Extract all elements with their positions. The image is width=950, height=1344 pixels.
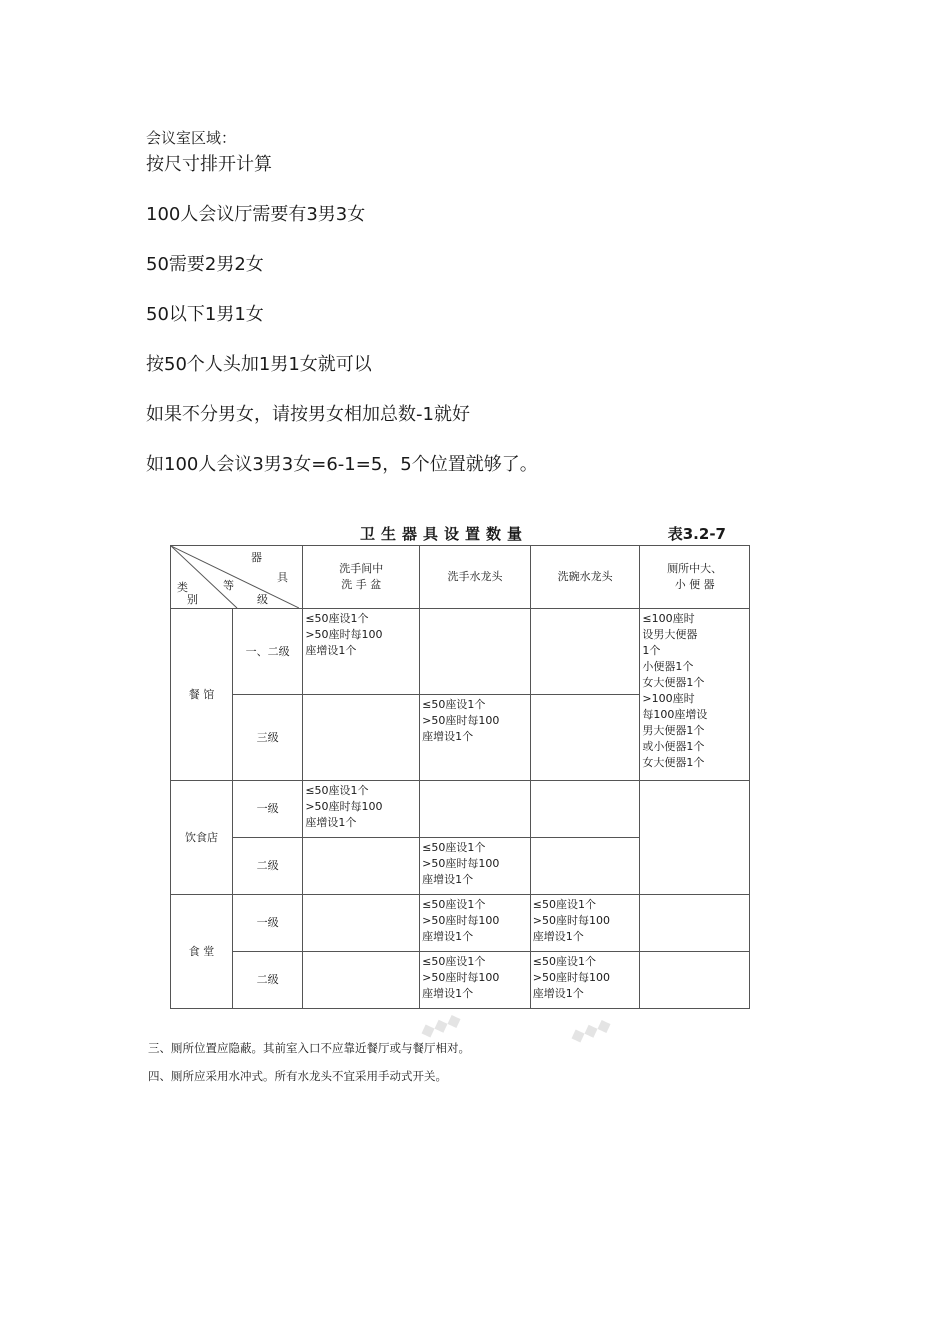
rule-cell: ≤50座设1个 >50座时每100 座增设1个 xyxy=(420,695,531,781)
rule-cell: ≤50座设1个 >50座时每100 座增设1个 xyxy=(303,609,420,695)
corner-header-cell xyxy=(171,546,303,609)
toilet-rule-cell: ≤100座时 设男大便器 1个 小便器1个 女大便器1个 >100座时 每100座增设 男大便器1个 或小便器1个 女大便器1个 xyxy=(640,609,750,781)
col-header-hand-faucet: 洗手水龙头 xyxy=(420,546,531,609)
category-canguan: 餐 馆 xyxy=(171,609,233,781)
corner-label-ju: 具 xyxy=(277,571,288,584)
rule-cell: ≤50座设1个 >50座时每100 座增设1个 xyxy=(530,895,640,952)
text-line-4: 50需要2男2女 xyxy=(146,254,264,275)
grade-canguan-12: 一、二级 xyxy=(233,609,303,695)
text-line-2: 按尺寸排开计算 xyxy=(146,154,272,175)
rule-cell: ≤50座设1个 >50座时每100 座增设1个 xyxy=(303,781,420,838)
text-line-3: 100人会议厅需要有3男3女 xyxy=(146,204,366,225)
rule-cell: ≤50座设1个 >50座时每100 座增设1个 xyxy=(420,952,531,1009)
category-shitang: 食 堂 xyxy=(171,895,233,1009)
rule-cell: ≤50座设1个 >50座时每100 座增设1个 xyxy=(420,838,531,895)
empty-cell xyxy=(303,952,420,1009)
text-line-7: 如果不分男女，请按男女相加总数-1就好 xyxy=(146,404,470,425)
empty-cell xyxy=(303,838,420,895)
sanitary-fixtures-table xyxy=(170,545,750,1009)
text-line-1: 会议室区域： xyxy=(146,129,237,147)
grade-2: 二级 xyxy=(233,952,303,1009)
corner-label-lei: 类 xyxy=(177,581,188,594)
empty-cell xyxy=(640,895,750,952)
empty-cell xyxy=(530,609,640,695)
grade-2: 二级 xyxy=(233,838,303,895)
col-header-toilet: 厕所中大、 小 便 器 xyxy=(640,546,750,609)
text-line-8: 如100人会议3男3女=6-1=5，5个位置就够了。 xyxy=(146,454,538,475)
rule-cell: ≤50座设1个 >50座时每100 座增设1个 xyxy=(420,895,531,952)
text-line-5: 50以下1男1女 xyxy=(146,304,264,325)
grade-1: 一级 xyxy=(233,895,303,952)
corner-label-ji: 级 xyxy=(257,593,268,606)
figure-note-4: 四、厕所应采用水冲式。所有水龙头不宜采用手动式开关。 xyxy=(148,1069,447,1083)
empty-cell xyxy=(640,781,750,895)
empty-cell xyxy=(303,695,420,781)
text-line-6: 按50个人头加1男1女就可以 xyxy=(146,354,372,375)
corner-label-deng: 等 xyxy=(223,579,234,592)
category-yinshidian: 饮食店 xyxy=(171,781,233,895)
col-header-dish-faucet: 洗碗水龙头 xyxy=(530,546,640,609)
sanitary-fixtures-figure xyxy=(140,515,752,1090)
empty-cell xyxy=(530,781,640,838)
grade-canguan-3: 三级 xyxy=(233,695,303,781)
corner-label-qi: 器 xyxy=(251,551,262,564)
watermark-mark: ◆◆◆ xyxy=(417,1008,464,1043)
figure-note-3: 三、厕所位置应隐蔽。其前室入口不应靠近餐厅或与餐厅相对。 xyxy=(148,1041,470,1055)
empty-cell xyxy=(530,695,640,781)
empty-cell xyxy=(420,781,531,838)
grade-1: 一级 xyxy=(233,781,303,838)
rule-cell: ≤50座设1个 >50座时每100 座增设1个 xyxy=(530,952,640,1009)
empty-cell xyxy=(303,895,420,952)
figure-title: 卫生器具设置数量 xyxy=(360,525,529,543)
empty-cell xyxy=(420,609,531,695)
watermark-mark: ◆◆◆ xyxy=(567,1013,614,1048)
col-header-washbasin: 洗手间中 洗 手 盆 xyxy=(303,546,420,609)
empty-cell xyxy=(640,952,750,1009)
corner-label-bie: 别 xyxy=(187,593,198,606)
empty-cell xyxy=(530,838,640,895)
table-number: 表3.2-7 xyxy=(667,525,726,543)
